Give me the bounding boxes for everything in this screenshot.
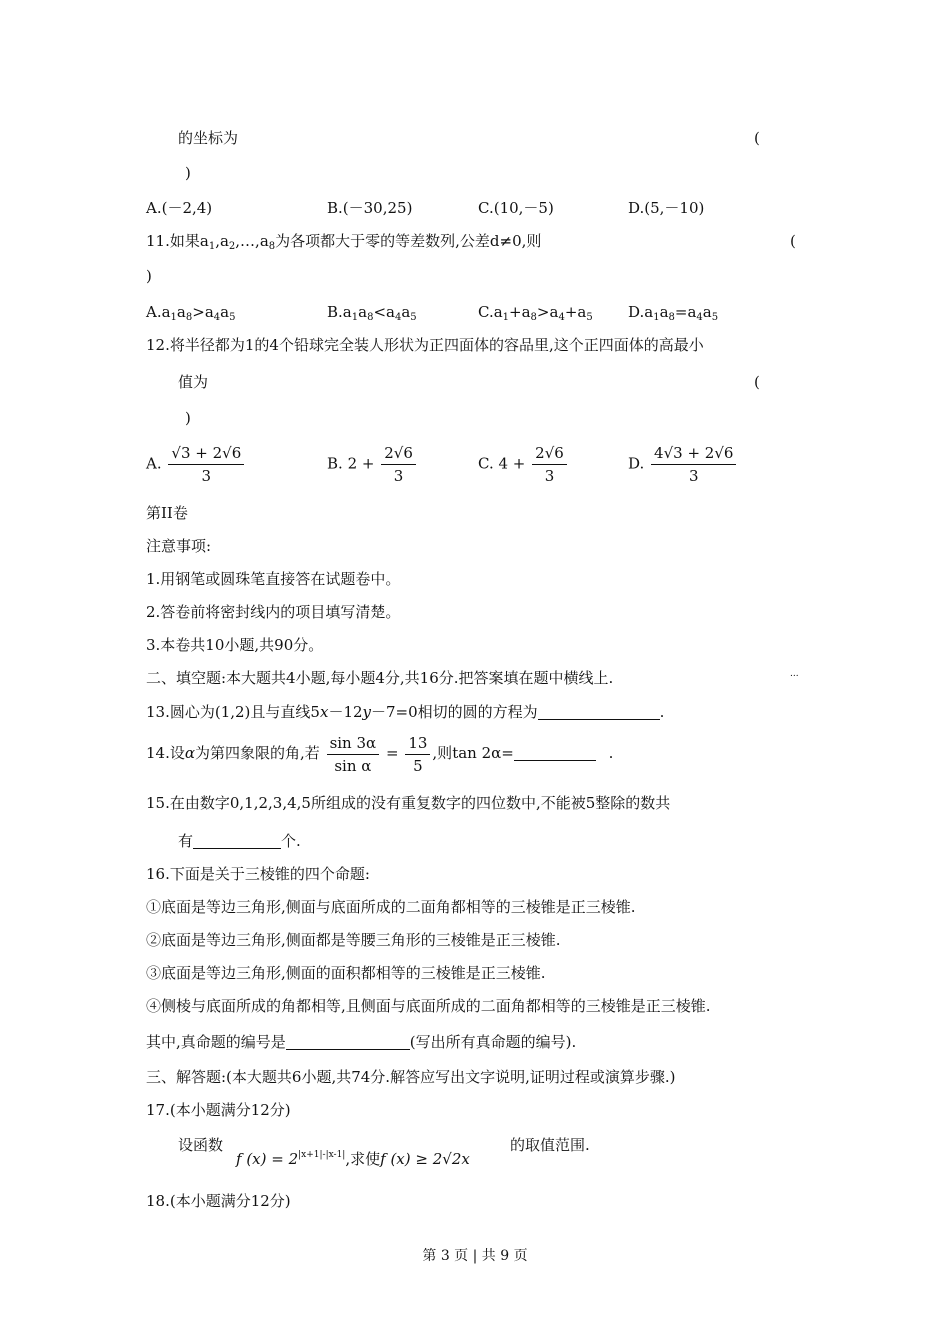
q11-answer-paren-open: ( — [790, 232, 796, 250]
q16-proposition: ②底面是等边三角形,侧面都是等腰三角形的三棱锥是正三棱锥. — [146, 931, 561, 949]
note-item: 3.本卷共10小题,共90分。 — [146, 636, 324, 654]
q12-option-a: A. $\frac{√3 + 2√6}{3}$ — [146, 444, 246, 485]
note-item: 2.答卷前将密封线内的项目填写清楚。 — [146, 603, 401, 621]
q13-answer-blank[interactable] — [538, 703, 660, 720]
q12-option-d-fraction: $\frac{4√3 + 2√6}{3}$ — [651, 444, 736, 485]
q11-option-c: $C.a_1+a_8>a_4+a_5$ — [478, 303, 593, 323]
q12-option-a-fraction: $\frac{√3 + 2√6}{3}$ — [168, 444, 244, 485]
q10-answer-paren-close: ) — [185, 164, 191, 182]
q16-stem: 16.下面是关于三棱锥的四个命题: — [146, 865, 370, 883]
q12-stem-continuation: 值为 — [178, 373, 209, 391]
q12-option-c: C. 4 + $\frac{2√6}{3}$ — [478, 444, 569, 485]
q12-answer-paren-close: ) — [185, 409, 191, 427]
q14-value-fraction: $\frac{13}{5}$ — [405, 734, 430, 775]
page-footer: 第 3 页 | 共 9 页 — [422, 1248, 528, 1264]
q17-title: 17.(本小题满分12分) — [146, 1101, 291, 1119]
q12-stem: 12.将半径都为1的4个铅球完全装人形状为正四面体的容品里,这个正四面体的高最小 — [146, 336, 704, 354]
section2-heading: 二、填空题:本大题共4小题,每小题4分,共16分.把答案填在题中横线上. — [146, 669, 614, 687]
q17-formula: f $(x) = 2^{|x+1|-|x-1|}$,求使f (x) ≥ 2√2x — [236, 1150, 470, 1168]
q17-stem-suffix: 的取值范围. — [510, 1136, 590, 1154]
q15-stem: 15.在由数字0,1,2,3,4,5所组成的没有重复数字的四位数中,不能被5整除的数共 — [146, 794, 671, 812]
q18-title: 18.(本小题满分12分) — [146, 1192, 291, 1210]
q14-stem: 14.设α为第四象限的角,若 $\frac{\sin 3\alpha}{\text{sin α}}$ = $\frac{13}{5}$ ,则tan 2α= . — [146, 733, 614, 775]
part2-title: 第II卷 — [146, 504, 188, 522]
q11-answer-paren-close: ) — [146, 267, 152, 285]
q10-stem-continuation: 的坐标为 — [178, 129, 239, 147]
q14-ratio-fraction: $\frac{\sin 3\alpha}{\text{sin α}}$ — [327, 734, 380, 775]
q11-stem: 11.如果$a_1,a_2,\dots,a_8$为各项都大于零的等差数列,公差d≠0,则 — [146, 232, 542, 252]
q16-answer-blank[interactable] — [286, 1033, 410, 1050]
q10-option-c: C.(10,－5) — [478, 199, 554, 217]
q12-option-b: B. 2 + $\frac{2√6}{3}$ — [327, 444, 418, 485]
q16-proposition: ③底面是等边三角形,侧面的面积都相等的三棱锥是正三棱锥. — [146, 964, 546, 982]
q12-option-b-fraction: $\frac{2√6}{3}$ — [381, 444, 416, 485]
notes-title: 注意事项: — [146, 537, 212, 555]
q11-option-a: $A.a_1a_8>a_4a_5$ — [146, 303, 236, 323]
q10-option-b: B.(－30,25) — [327, 199, 413, 217]
note-item: 1.用钢笔或圆珠笔直接答在试题卷中。 — [146, 570, 401, 588]
q11-option-d: $D.a_1a_8=a_4a_5$ — [628, 303, 719, 323]
corner-mark: ... — [790, 669, 799, 679]
q15-stem-continuation: 有 个. — [178, 832, 301, 850]
q14-answer-blank[interactable] — [514, 744, 596, 761]
q16-proposition: ④侧棱与底面所成的角都相等,且侧面与底面所成的二面角都相等的三棱锥是正三棱锥. — [146, 997, 711, 1015]
q10-answer-paren-open: ( — [754, 129, 760, 147]
q12-answer-paren-open: ( — [754, 373, 760, 391]
q16-proposition: ①底面是等边三角形,侧面与底面所成的二面角都相等的三棱锥是正三棱锥. — [146, 898, 636, 916]
q17-stem-prefix: 设函数 — [178, 1136, 224, 1154]
q10-option-d: D.(5,－10) — [628, 199, 705, 217]
q11-option-b: $B.a_1a_8<a_4a_5$ — [327, 303, 417, 323]
q10-option-a: A.(－2,4) — [146, 199, 213, 217]
q15-answer-blank[interactable] — [193, 832, 281, 849]
section3-heading: 三、解答题:(本大题共6小题,共74分.解答应写出文字说明,证明过程或演算步骤.) — [146, 1068, 676, 1086]
q12-option-c-fraction: $\frac{2√6}{3}$ — [532, 444, 567, 485]
q16-answer-line: 其中,真命题的编号是 (写出所有真命题的编号). — [146, 1033, 577, 1051]
q12-option-d: D. $\frac{4√3 + 2√6}{3}$ — [628, 444, 738, 485]
q13-stem: 13.圆心为(1,2)且与直线5x－12y－7=0相切的圆的方程为 . — [146, 703, 665, 721]
